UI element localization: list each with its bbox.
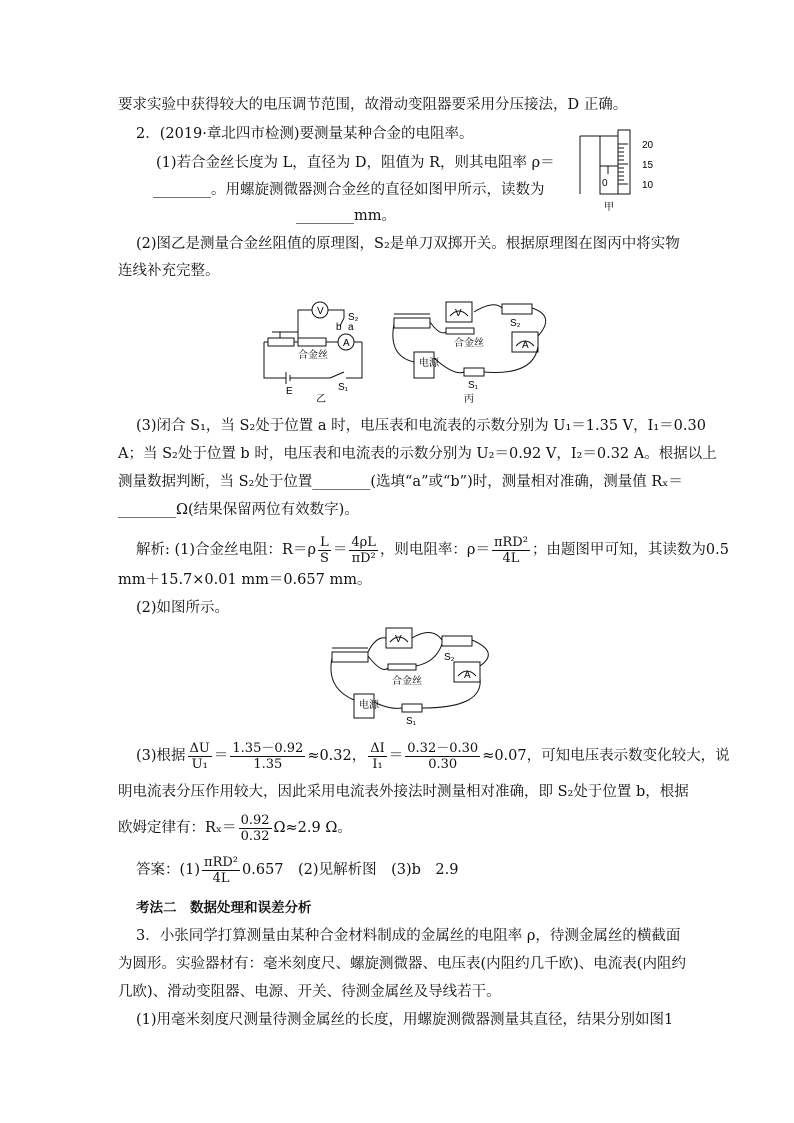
fraction: $\frac{0.92}{0.32}$ xyxy=(240,812,270,844)
figure-bing-apparatus xyxy=(384,296,564,406)
fraction: $\frac{4\rho L}{\text{πD²}}$ xyxy=(351,534,376,566)
text-line: 几欧)、滑动变阻器、电源、开关、待测金属丝及导线若干。 xyxy=(118,984,501,1000)
voltmeter-label: V xyxy=(395,634,402,645)
voltmeter-label: V xyxy=(317,306,324,317)
b-label: b xyxy=(336,322,342,333)
micrometer-tick-label: 15 xyxy=(642,160,654,171)
figure-yi-circuit-diagram xyxy=(258,296,378,404)
text-line: (3)闭合 S₁，当 S₂处于位置 a 时，电压表和电流表的示数分别为 U₁＝1.35 V，I₁＝0.30 xyxy=(136,418,706,434)
text-line: 要求实验中获得较大的电压调节范围，故滑动变阻器要采用分压接法，D 正确。 xyxy=(118,97,628,113)
text-line: (2)如图所示。 xyxy=(136,600,230,616)
figure-answer-apparatus xyxy=(324,622,504,728)
fraction: $\frac{1.35-0.92}{1.35}$ xyxy=(232,740,304,772)
text-line: 测量数据判断，当 S₂处于位置________(选填“a”或“b”)时，测量相对准确，测量值 Rₓ＝ xyxy=(118,474,683,490)
answer-line: 答案：(1) $\frac{\text{πRD²}}{4L}$ 0.657 (2)见解析图 (3)b 2.9 xyxy=(136,854,459,886)
figure-jia-micrometer xyxy=(578,126,668,214)
figure-caption: 甲 xyxy=(604,202,614,213)
text-line: ________。用螺旋测微器测合金丝的直径如图甲所示，读数为 xyxy=(153,182,545,198)
text-line: 欧姆定律有：Rₓ＝ $\frac{0.92}{0.32}$ Ω≈2.9 Ω。 xyxy=(118,812,352,844)
section-heading: 考法二 数据处理和误差分析 xyxy=(136,900,312,916)
a-label: a xyxy=(348,322,354,333)
fraction: $\frac{\Delta I}{\text{I₁}}$ xyxy=(370,740,385,772)
text-line: A；当 S₂处于位置 b 时，电压表和电流表的示数分别为 U₂＝0.92 V，I₂＝0.32 A。根据以上 xyxy=(118,446,717,462)
text-line: 为圆形。实验器材有：毫米刻度尺、螺旋测微器、电压表(内阻约几千欧)、电流表(内阻约 xyxy=(118,956,686,972)
text-line: mm＋15.7×0.01 mm＝0.657 mm。 xyxy=(118,572,372,588)
micrometer-tick-label: 10 xyxy=(642,180,654,191)
micrometer-zero-label: 0 xyxy=(602,178,608,189)
ammeter-label: A xyxy=(464,670,471,681)
text-line: ________Ω(结果保留两位有效数字)。 xyxy=(118,502,359,518)
analysis-line: (3)根据 $\frac{\Delta U}{\text{U₁}}$ ＝ $\frac{1.35-0.92}{1.35}$ ≈0.32， $\frac{\Delta I}{\text{I₁}}$ ＝ $\frac{0.32-0.30}{0.30}$ ≈0.07，可知电压表示数变化较大，说 xyxy=(136,740,730,772)
text-line: 连线补充完整。 xyxy=(118,263,220,279)
power-label: 电源 xyxy=(359,700,379,711)
fraction: $\frac{\text{πRD²}}{4L}$ xyxy=(204,854,239,886)
fraction: $\frac{\text{πRD²}}{4L}$ xyxy=(493,534,528,566)
power-label: 电源 xyxy=(419,358,439,369)
s2-label: S₂ xyxy=(444,652,455,663)
battery-label: E xyxy=(286,386,293,397)
fraction: $\frac{0.32-0.30}{0.30}$ xyxy=(407,740,479,772)
question-2-title: 2．(2019·章北四市检测)要测量某种合金的电阻率。 xyxy=(136,126,474,142)
s1-label: S₁ xyxy=(406,716,417,727)
figure-caption: 乙 xyxy=(316,394,326,404)
text-line: 明电流表分压作用较大，因此采用电流表外接法时测量相对准确，即 S₂处于位置 b，根据 xyxy=(118,784,689,800)
question-3-text: 3．小张同学打算测量由某种合金材料制成的金属丝的电阻率 ρ，待测金属丝的横截面 xyxy=(136,928,681,944)
analysis-line: 解析: (1)合金丝电阻：R＝ρ $\frac{L}{S}$ ＝ $\frac{4\rho L}{\text{πD²}}$ ，则电阻率：ρ＝ $\frac{\text{πRD²}}{4L}$ ；由题图甲可知，其读数为0.5 xyxy=(136,534,729,566)
s2-label: S₂ xyxy=(510,318,521,329)
voltmeter-label: V xyxy=(455,308,462,319)
s2-label: S₂ xyxy=(348,312,359,323)
micrometer-tick-label: 20 xyxy=(642,140,654,151)
ammeter-label: A xyxy=(522,340,529,351)
alloy-wire-label: 合金丝 xyxy=(454,338,484,349)
figure-caption: 丙 xyxy=(464,394,474,405)
text-line: (2)图乙是测量合金丝阻值的原理图，S₂是单刀双掷开关。根据原理图在图丙中将实物 xyxy=(136,236,680,252)
text-line: (1)用毫米刻度尺测量待测金属丝的长度，用螺旋测微器测量其直径，结果分别如图1 xyxy=(136,1012,674,1028)
ammeter-label: A xyxy=(343,338,350,349)
s1-label: S₁ xyxy=(468,380,479,391)
text-line: (1)若合金丝长度为 L，直径为 D，阻值为 R，则其电阻率 ρ＝ xyxy=(156,155,555,171)
alloy-wire-label: 合金丝 xyxy=(298,350,328,361)
alloy-wire-label: 合金丝 xyxy=(392,676,422,687)
text-segment: 解析: (1)合金丝电阻：R＝ρ xyxy=(136,542,316,558)
fraction: $\frac{L}{S}$ xyxy=(319,534,329,566)
fraction: $\frac{\Delta U}{\text{U₁}}$ xyxy=(189,740,210,772)
s1-label: S₁ xyxy=(338,382,349,393)
text-line: ________mm。 xyxy=(296,208,396,224)
